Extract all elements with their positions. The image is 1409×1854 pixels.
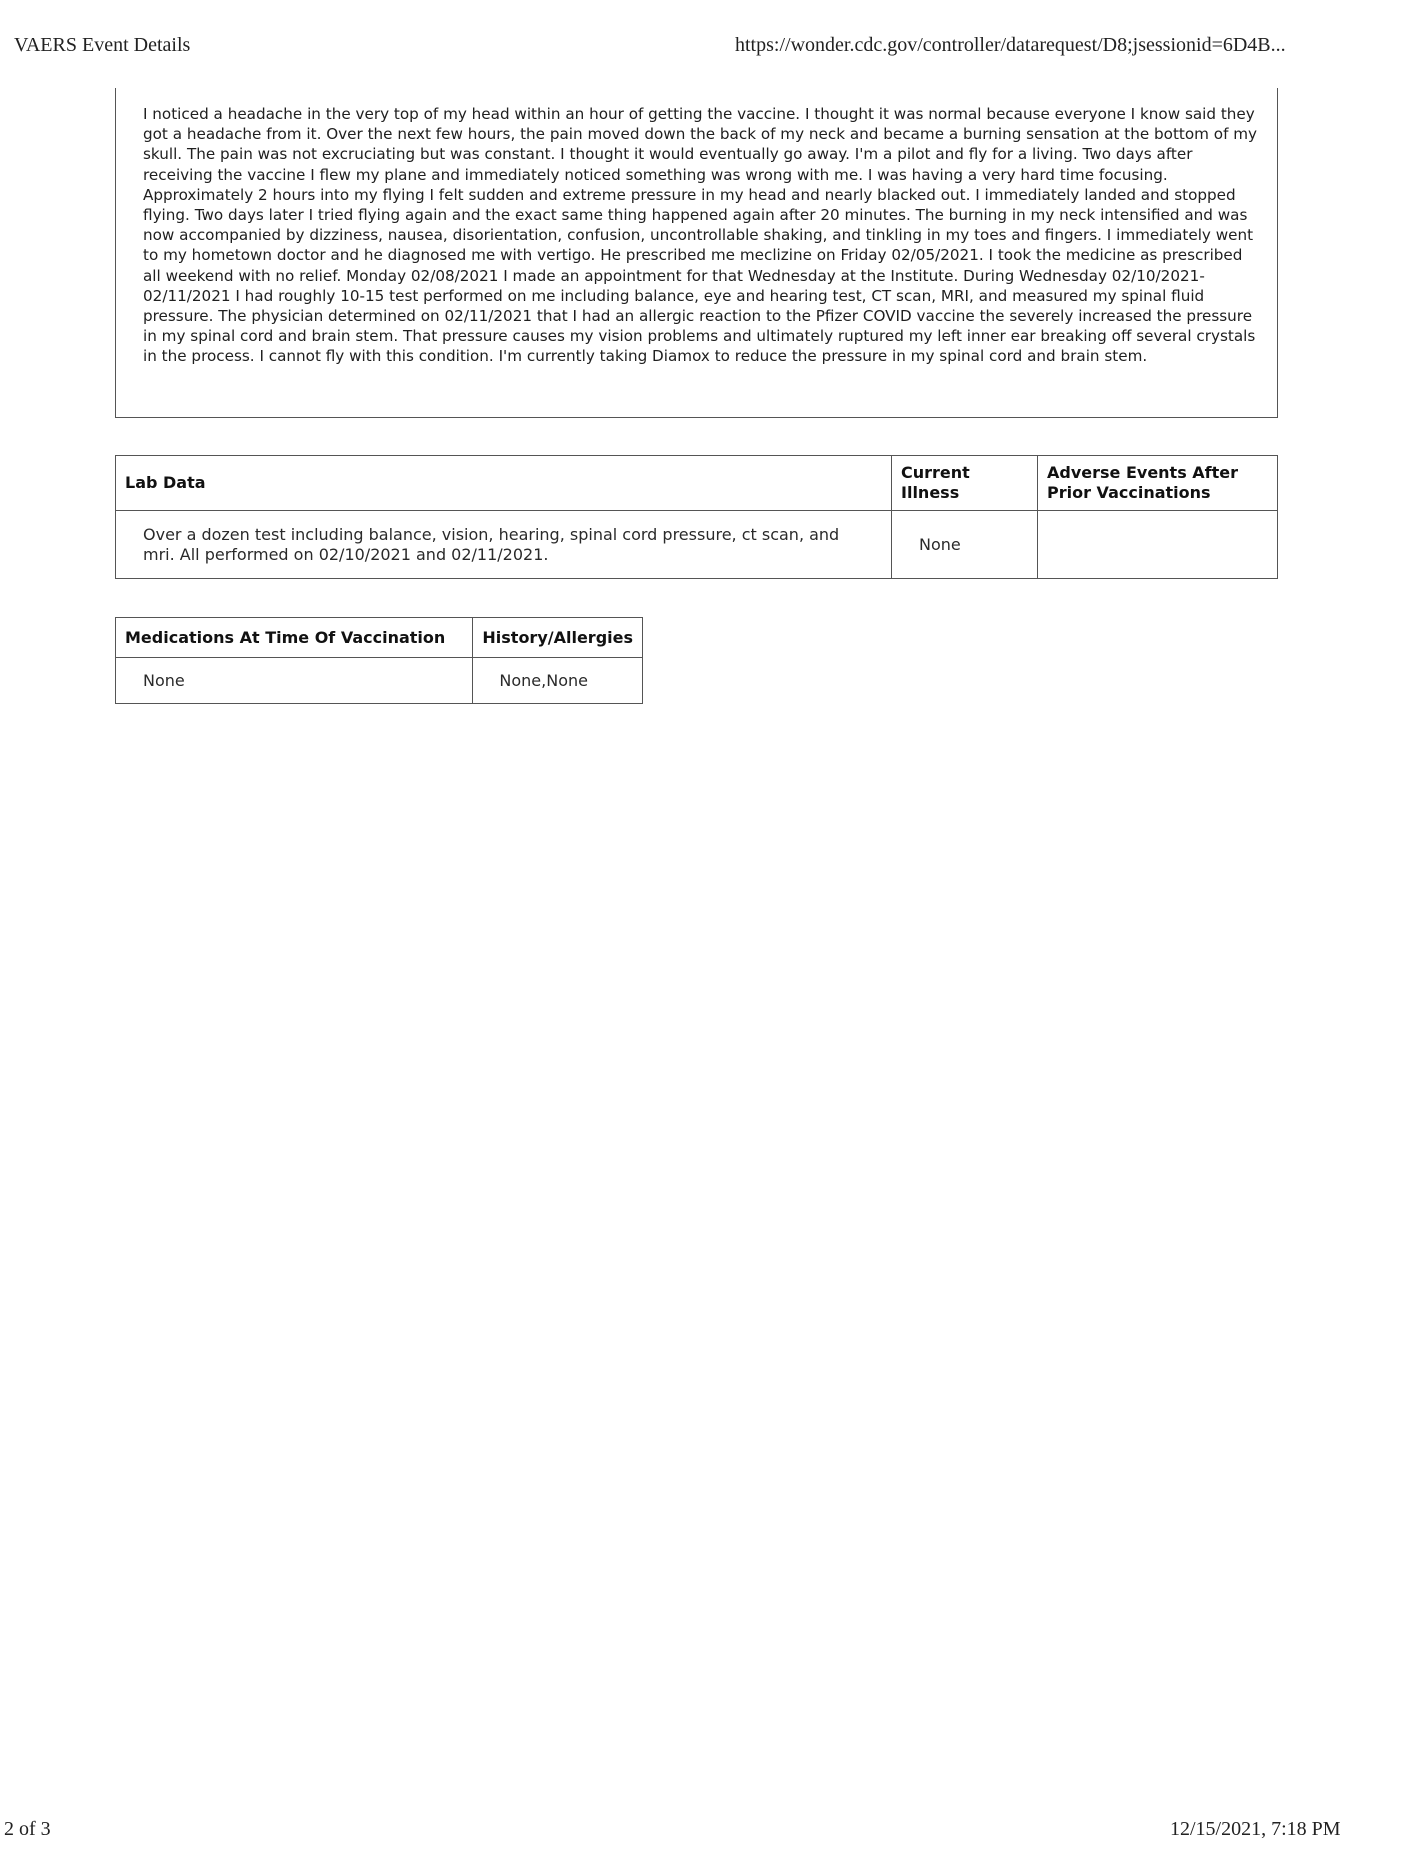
symptom-narrative-text: I noticed a headache in the very top of my head within an hour of getting the vaccine. I thought it was normal because everyone I know said they got a headache from it. Over the next few hours, the pain moved down the back of my neck and became a burning sensation at the bottom of my skull. The pain was not excruciating but was constant. I thought it would eventually go away. I'm a pilot and fly for a living. Two days after receiving the vaccine I flew my plane and immediately noticed something was wrong with me. I was having a very hard time focusing. Approximately 2 hours into my flying I felt sudden and extreme pressure in my head and nearly blacked out. I immediately landed and stopped flying. Two days later I tried flying again and the exact same thing happened again after 20 minutes. The burning in my neck intensified and was now accompanied by dizziness, nausea, disorientation, confusion, uncontrollable shaking, and tinkling in my toes and fingers. I immediately went to my hometown doctor and he diagnosed me with vertigo. He prescribed me meclizine on Friday 02/05/2021. I took the medicine as prescribed all weekend with no relief. Monday 02/08/2021 I made an appointment for that Wednesday at the Institute. During Wednesday 02/10/2021-02/11/2021 I had roughly 10-15 test performed on me including balance, eye and hearing test, CT scan, MRI, and measured my spinal fluid pressure. The physician determined on 02/11/2021 that I had an allergic reaction to the Pfizer COVID vaccine the severely increased the pressure in my spinal cord and brain stem. That pressure causes my vision problems and ultimately ruptured my left inner ear breaking off several crystals in the process. I cannot fly with this condition. I'm currently taking Diamox to reduce the pressure in my spinal cord and brain stem.: [143, 105, 1258, 366]
table-row: [116, 658, 643, 704]
print-timestamp: 12/15/2021, 7:18 PM: [1170, 1818, 1341, 1840]
lab-data-value: Over a dozen test including balance, vision, hearing, spinal cord pressure, ct scan, and mri. All performed on 02/10/2021 and 02/11/2021.: [116, 511, 892, 579]
lab-data-table: [115, 455, 1278, 579]
page-header-url: https://wonder.cdc.gov/controller/datarequest/D8;jsessionid=6D4B...: [735, 34, 1286, 56]
medications-header-row: [116, 618, 643, 658]
adverse-events-prior-value: [1038, 511, 1278, 579]
medications-header: Medications At Time Of Vaccination: [116, 618, 473, 658]
current-illness-value: None: [892, 511, 1038, 579]
current-illness-header: Current Illness: [892, 456, 1038, 511]
lab-data-header-row: [116, 456, 1278, 511]
page-header-title: VAERS Event Details: [14, 34, 191, 56]
lab-data-header: Lab Data: [116, 456, 892, 511]
medications-value: None: [116, 658, 473, 704]
history-allergies-header: History/Allergies: [473, 618, 643, 658]
page-number: 2 of 3: [4, 1818, 51, 1840]
medications-table: [115, 617, 643, 704]
adverse-events-prior-header: Adverse Events After Prior Vaccinations: [1038, 456, 1278, 511]
symptom-narrative-box: [115, 88, 1278, 418]
history-allergies-value: None,None: [473, 658, 643, 704]
table-row: [116, 511, 1278, 579]
